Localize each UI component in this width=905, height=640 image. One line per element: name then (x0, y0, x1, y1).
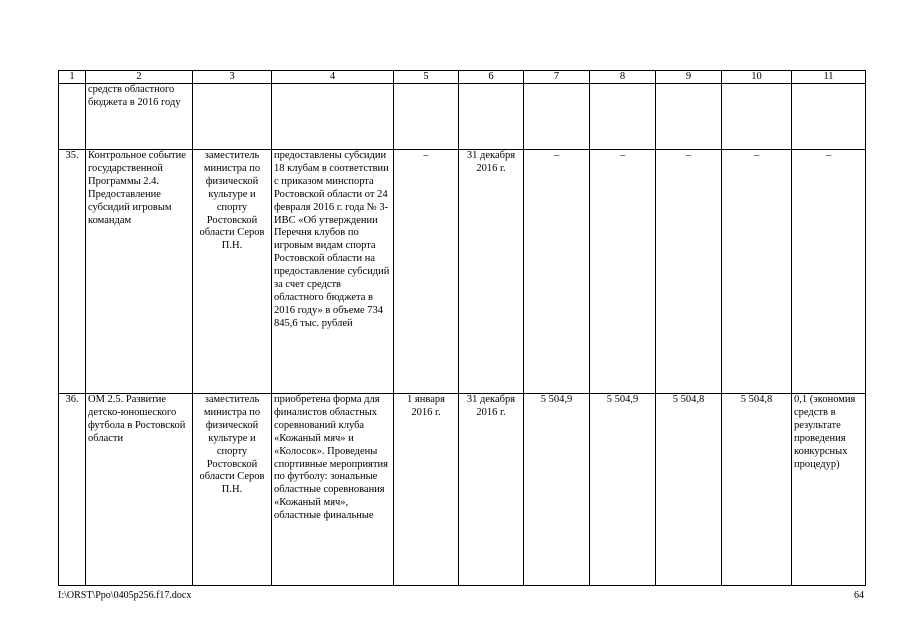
header-cell: 11 (792, 71, 866, 84)
start-date: 1 января 2016 г. (394, 394, 459, 586)
table-row (59, 84, 866, 150)
result (272, 84, 394, 150)
value-col10 (722, 84, 792, 150)
responsible: заместитель министра по физической культуре и спорту Ростовской области Серов П.Н. (193, 150, 272, 394)
event-name: Контрольное событие государственной Программы 2.4. Предоставление субсидий игровым командам (86, 150, 193, 394)
result: предоставлены субсидии 18 клубам в соответствии с приказом минспорта Ростовской области от 24 февраля 2016 г. года № 3-ИВС «Об утверждении Перечня клубов по игровым видам спорта Ростовской области на предоставление субсидий за счет средств областного бюджета в 2016 году» в объеме 734 845,6 тыс. рублей (272, 150, 394, 394)
value-col9: 5 504,8 (656, 394, 722, 586)
end-date: 31 декабря 2016 г. (459, 150, 524, 394)
value-col7: – (524, 150, 590, 394)
value-col9: – (656, 150, 722, 394)
header-cell: 3 (193, 71, 272, 84)
end-date: 31 декабря 2016 г. (459, 394, 524, 586)
header-cell: 7 (524, 71, 590, 84)
event-name: ОМ 2.5. Развитие детско-юношеского футбола в Ростовской области (86, 394, 193, 586)
header-cell: 9 (656, 71, 722, 84)
table-row (59, 394, 866, 586)
table-row (59, 150, 866, 394)
event-name: средств областного бюджета в 2016 году (86, 84, 193, 150)
page-number: 64 (854, 590, 864, 601)
header-cell: 4 (272, 71, 394, 84)
row-number: 35. (59, 150, 86, 394)
responsible: заместитель министра по физической культуре и спорту Ростовской области Серов П.Н. (193, 394, 272, 586)
value-col7: 5 504,9 (524, 394, 590, 586)
file-path: I:\ORST\Ppo\0405p256.f17.docx (58, 590, 192, 601)
value-col7 (524, 84, 590, 150)
header-cell: 5 (394, 71, 459, 84)
report-table (58, 70, 866, 586)
result: приобретена форма для финалистов областных соревнований клуба «Кожаный мяч» и «Колосок». Проведены спортивные мероприятия по футболу: зональные областные соревнования «Кожаный мяч», областные финальные (272, 394, 394, 586)
header-cell: 10 (722, 71, 792, 84)
header-cell: 8 (590, 71, 656, 84)
row-number (59, 84, 86, 150)
end-date (459, 84, 524, 150)
header-cell: 6 (459, 71, 524, 84)
value-col10: 5 504,8 (722, 394, 792, 586)
value-col11: 0,1 (экономия средств в результате проведения конкурсных процедур) (792, 394, 866, 586)
value-col8: 5 504,9 (590, 394, 656, 586)
value-col8: – (590, 150, 656, 394)
row-number: 36. (59, 394, 86, 586)
value-col9 (656, 84, 722, 150)
header-cell: 2 (86, 71, 193, 84)
value-col8 (590, 84, 656, 150)
value-col11 (792, 84, 866, 150)
value-col10: – (722, 150, 792, 394)
value-col11: – (792, 150, 866, 394)
header-cell: 1 (59, 71, 86, 84)
start-date: – (394, 150, 459, 394)
start-date (394, 84, 459, 150)
responsible (193, 84, 272, 150)
header-row (59, 71, 866, 84)
